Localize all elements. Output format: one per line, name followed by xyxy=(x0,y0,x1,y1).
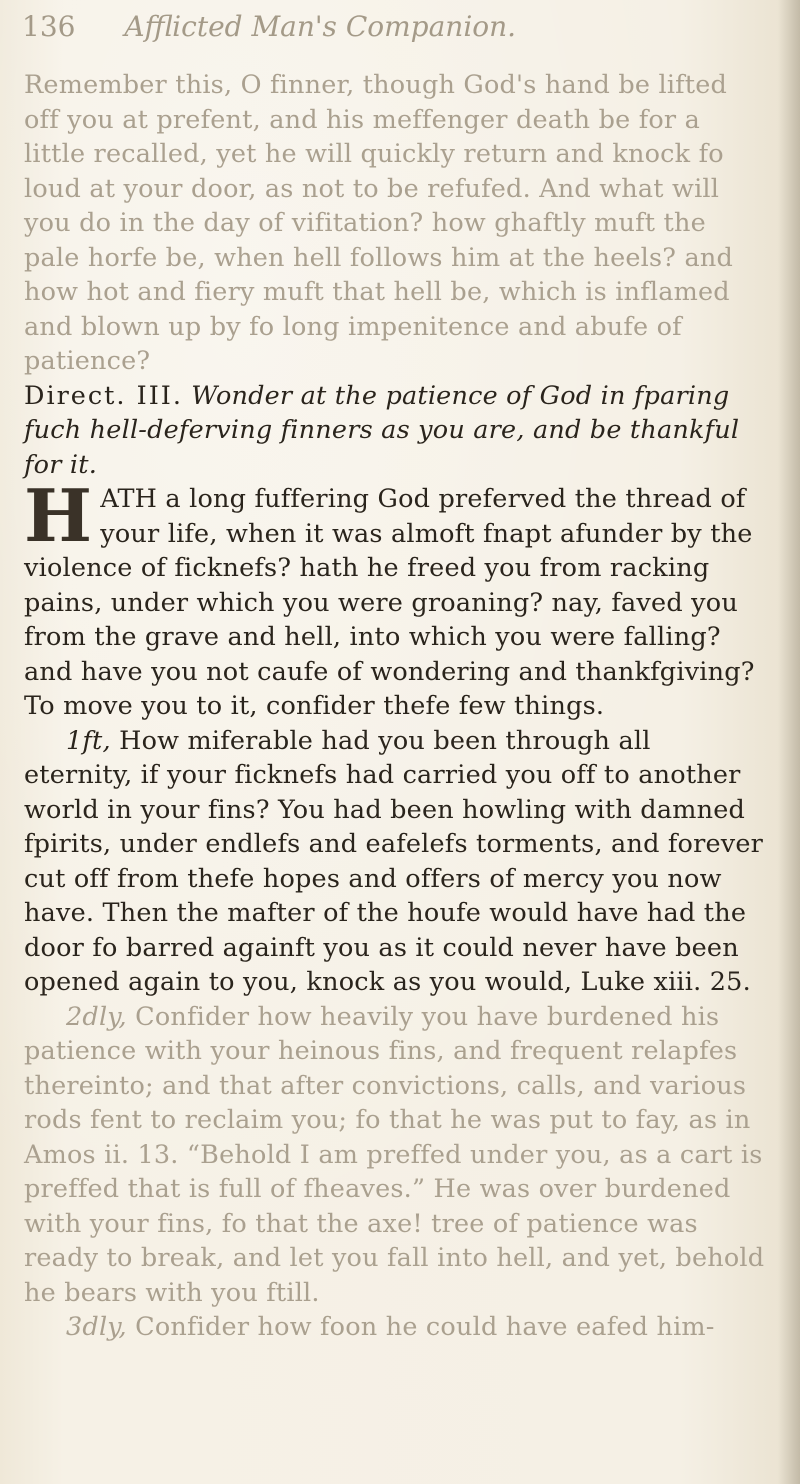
main-paragraph xyxy=(24,473,766,724)
direction-label: Direct. III. xyxy=(24,380,183,411)
direction-text: Wonder at the patience of God in fparing fuch hell-deferving finners as you are, and be thankful for it. xyxy=(24,380,740,480)
point-3-text: Confider how foon he could have eafed him- xyxy=(135,1312,715,1342)
page-text xyxy=(24,68,766,1345)
point-2 xyxy=(24,1000,766,1311)
point-3 xyxy=(24,1310,766,1345)
running-title: Afflicted Man's Companion. xyxy=(124,10,517,43)
first-words: ATH xyxy=(100,484,158,514)
page-number: 136 xyxy=(22,10,76,43)
main-body: a long fuffering God preferved the thread of your life, when it was almoft fnapt afunder by the violence of ficknefs? hath he freed you from racking pains, under which you were groaning? nay, faved you from the grave and hell, into which you were falling? and have you not caufe of wondering and thankfgiving? To move you to it, confider thefe few things. xyxy=(24,484,755,721)
point-1 xyxy=(24,724,766,1000)
page-edge-shadow xyxy=(778,0,800,1484)
point-2-ordinal: 2dly, xyxy=(66,1001,127,1032)
running-head xyxy=(22,10,770,50)
opening-paragraph: Remember this, O finner, though God's hand be lifted off you at prefent, and his meffenger death be for a little recalled, yet he will quickly return and knock fo loud at your door, as not to be refufed. And what will you do in the day of vifitation? how ghaftly muft the pale horfe be, when hell follows him at the heels? and how hot and fiery muft that hell be, which is inflamed and blown up by fo long impenitence and abufe of patience? xyxy=(24,70,734,376)
point-2-text: Confider how heavily you have burdened his patience with your heinous fins, and frequent relapfes thereinto; and that after convictions, calls, and various rods fent to reclaim you; fo that he was put to fay, as in Amos ii. 13. “Behold I am preffed under you, as a cart is preffed that is full of fheaves.” He was over burdened with your fins, fo that the axe! tree of patience was ready to break, and let you fall into hell, and yet, behold he bears with you ftill. xyxy=(24,1001,765,1308)
point-1-citation: Luke xiii. 25. xyxy=(580,967,751,997)
direction-heading xyxy=(24,379,766,483)
point-3-ordinal: 3dly, xyxy=(66,1312,127,1342)
point-1-text: How miferable had you been through all eternity, if your ficknefs had carried you off to another world in your fins? You had been howling with damned fpirits, under endlefs and eafelefs torments, and forever cut off from thefe hopes and offers of mercy you now have. Then the mafter of the houfe would have had the door fo barred againft you as it could never have been opened again to you, knock as you would, xyxy=(24,725,764,997)
point-1-ordinal: 1ft, xyxy=(66,725,111,756)
drop-cap: H xyxy=(24,473,93,558)
